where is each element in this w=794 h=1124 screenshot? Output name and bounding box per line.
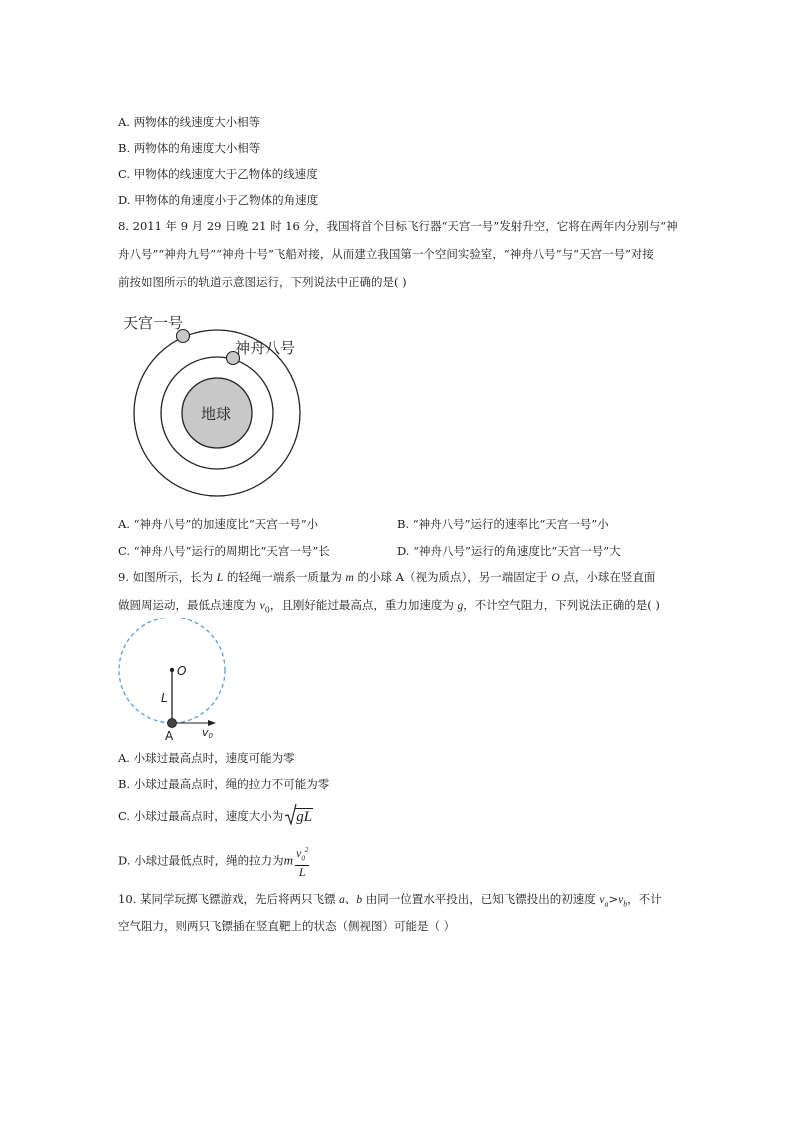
label-shenzhou: 神舟八号 (235, 339, 296, 357)
label-a: A (165, 729, 174, 743)
q9-stem-line2: 做圆周运动，最低点速度为 $v_0$，且刚好能过最高点，重力加速度为 g，不计空气阻力，下列说法正确的是( ) (118, 598, 660, 615)
q8-stem-line1: 8. 2011 年 9 月 29 日晚 21 时 16 分，我国将首个目标飞行器“天宫一号”发射升空，它将在两年内分别与“神 (118, 219, 678, 233)
q7-option-a: A. 两物体的线速度大小相等 (118, 115, 261, 129)
q8-stem-line3: 前按如图所示的轨道示意图运行，下列说法中正确的是( ) (118, 275, 407, 289)
label-l: L (161, 691, 168, 705)
label-o: O (177, 664, 187, 678)
q8-option-c: C. “神舟八号”运行的周期比“天宫一号”长 (118, 544, 330, 558)
q9-pendulum-figure (115, 618, 235, 743)
q8-option-d: D. “神舟八号”运行的角速度比“天宫一号”大 (397, 544, 621, 558)
q9-option-d: D. 小球过最低点时，绳的拉力为m $\frac{v_0^2}{L}$ (118, 846, 309, 880)
q9-option-a: A. 小球过最高点时，速度可能为零 (118, 751, 295, 765)
q9-option-b: B. 小球过最高点时，绳的拉力不可能为零 (118, 777, 330, 791)
ball-a (168, 719, 177, 728)
velocity-arrow-head (208, 720, 216, 726)
pivot-point (170, 668, 174, 672)
q7-option-b: B. 两物体的角速度大小相等 (118, 141, 261, 155)
q8-option-b: B. “神舟八号”运行的速率比“天宫一号”小 (397, 517, 609, 531)
label-v0: v0 (202, 726, 213, 740)
fraction-v0sq-over-l: $\frac{v_0^2}{L}$ (296, 846, 309, 880)
q7-option-c: C. 甲物体的线速度大于乙物体的线速度 (118, 167, 318, 181)
q8-option-a: A. “神舟八号”的加速度比“天宫一号”小 (118, 517, 319, 531)
sqrt-gl: gL (285, 803, 313, 831)
q7-option-d: D. 甲物体的角速度小于乙物体的角速度 (118, 193, 319, 207)
label-earth: 地球 (201, 405, 232, 423)
q10-stem-line2: 空气阻力，则两只飞镖插在竖直靶上的状态（侧视图）可能是（ ） (118, 919, 456, 933)
q8-stem-line2: 舟八号”“神舟九号”“神舟十号”飞船对接，从而建立我国第一个空间实验室，“神舟八号”与“天宫一号”对接 (118, 247, 654, 261)
sqrt-sign (285, 803, 297, 825)
q8-orbit-figure (120, 305, 320, 515)
q9-option-c: C. 小球过最高点时，速度大小为 gL (118, 802, 313, 831)
q9-stem-line1: 9. 如图所示，长为 L 的轻绳一端系一质量为 m 的小球 A（视为质点），另一端固定于 O 点，小球在竖直面 (118, 570, 656, 584)
label-tiangong: 天宫一号 (123, 314, 184, 332)
q10-stem-line1: 10. 某同学玩掷飞镖游戏，先后将两只飞镖 a、b 由同一位置水平投出，已知飞镖投出的初速度 $v_a>v_b$，不计 (118, 892, 662, 909)
